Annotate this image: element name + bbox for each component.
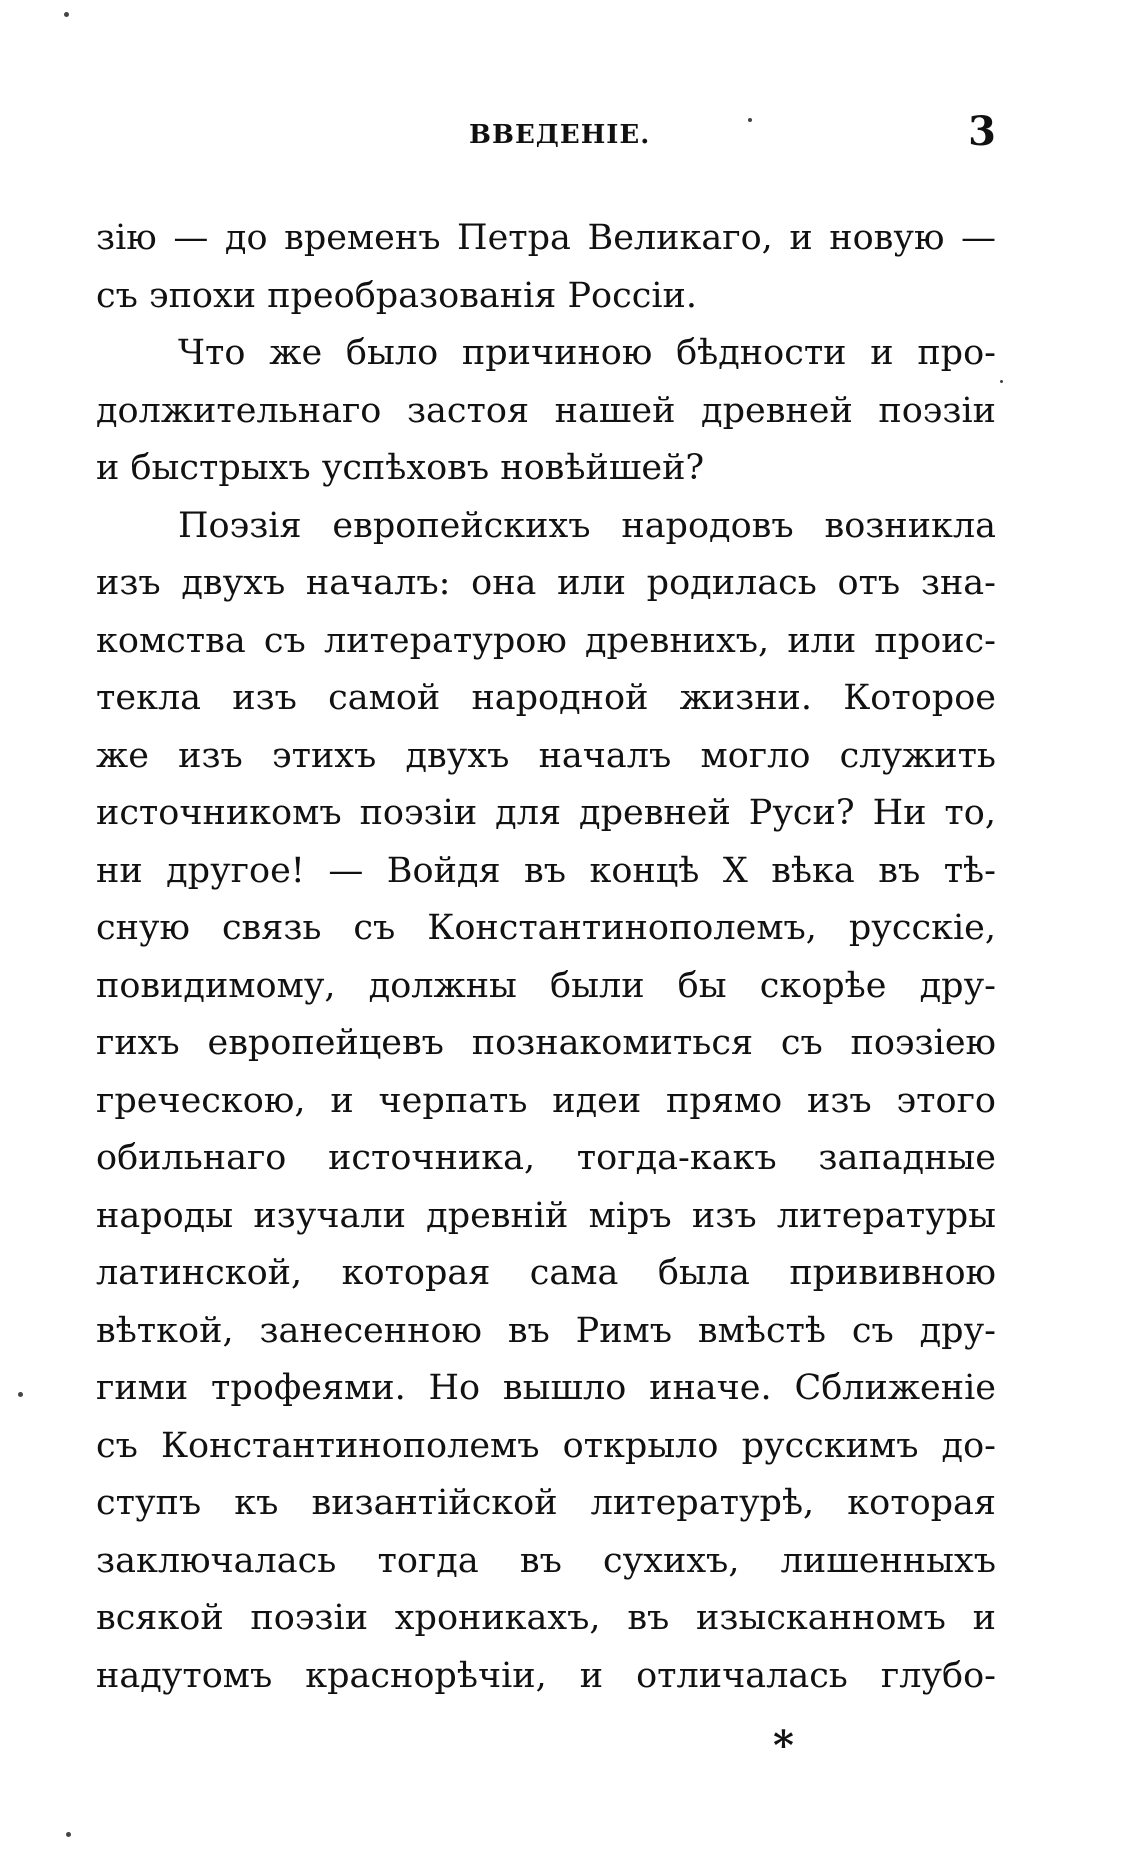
text-line: вѣткой, занесенною въ Римъ вмѣстѣ съ дру- — [96, 1310, 996, 1351]
text-line: зію — до временъ Петра Великаго, и новую — — [96, 218, 996, 258]
text-line: источникомъ поэзіи для древней Руси? Ни то, — [96, 793, 996, 833]
text-line: повидимому, должны были бы скорѣе дру- — [96, 965, 996, 1006]
running-head — [96, 108, 996, 162]
scan-speck — [66, 1832, 71, 1837]
text-line: же изъ этихъ двухъ началъ могло служить — [96, 735, 996, 776]
text-line: и быстрыхъ успѣховъ новѣйшей? — [96, 448, 705, 488]
text-line: латинской, которая сама была прививною — [96, 1253, 996, 1293]
text-line: изъ двухъ началъ: она или родилась отъ зна- — [96, 563, 996, 603]
text-line: ступъ къ византійской литературѣ, которая — [96, 1483, 996, 1523]
text-line: гихъ европейцевъ познакомиться съ поэзіею — [96, 1023, 996, 1063]
text-line: обильнаго источника, тогда-какъ западные — [96, 1138, 996, 1178]
signature-mark: * — [773, 1722, 794, 1769]
scan-speck — [64, 12, 69, 17]
text-line: комства съ литературою древнихъ, или проис- — [96, 620, 996, 661]
text-line: народы изучали древній міръ изъ литературы — [96, 1195, 996, 1236]
text-line: текла изъ самой народной жизни. Которое — [96, 678, 996, 718]
text-line: сную связь съ Константинополемъ, русскіе, — [96, 908, 996, 948]
text-line: гими трофеями. Но вышло иначе. Сближеніе — [96, 1368, 996, 1408]
text-line: заключалась тогда въ сухихъ, лишенныхъ — [96, 1540, 996, 1581]
text-line: должительнаго застоя нашей древней поэзіи — [96, 390, 996, 431]
body-text — [96, 210, 996, 1705]
text-line: Что же было причиною бѣдности и про- — [178, 333, 996, 373]
scan-speck — [1000, 380, 1003, 383]
page-number: 3 — [968, 108, 996, 155]
text-line: надутомъ краснорѣчіи, и отличалась глубо- — [96, 1655, 996, 1696]
text-line: ни другое! — Войдя въ концѣ X вѣка въ тѣ- — [96, 850, 996, 891]
scan-speck — [748, 118, 752, 122]
text-line: съ Константинополемъ открыло русскимъ до- — [96, 1425, 996, 1466]
text-line: Поэзія европейскихъ народовъ возникла — [178, 505, 996, 546]
text-line: всякой поэзіи хроникахъ, въ изысканномъ и — [96, 1598, 996, 1638]
text-line: греческою, и черпать идеи прямо изъ этого — [96, 1080, 996, 1121]
scan-speck — [18, 1392, 23, 1397]
text-line: съ эпохи преобразованія Россіи. — [96, 275, 697, 316]
running-head-title: ВВЕДЕНІЕ. — [469, 120, 651, 150]
